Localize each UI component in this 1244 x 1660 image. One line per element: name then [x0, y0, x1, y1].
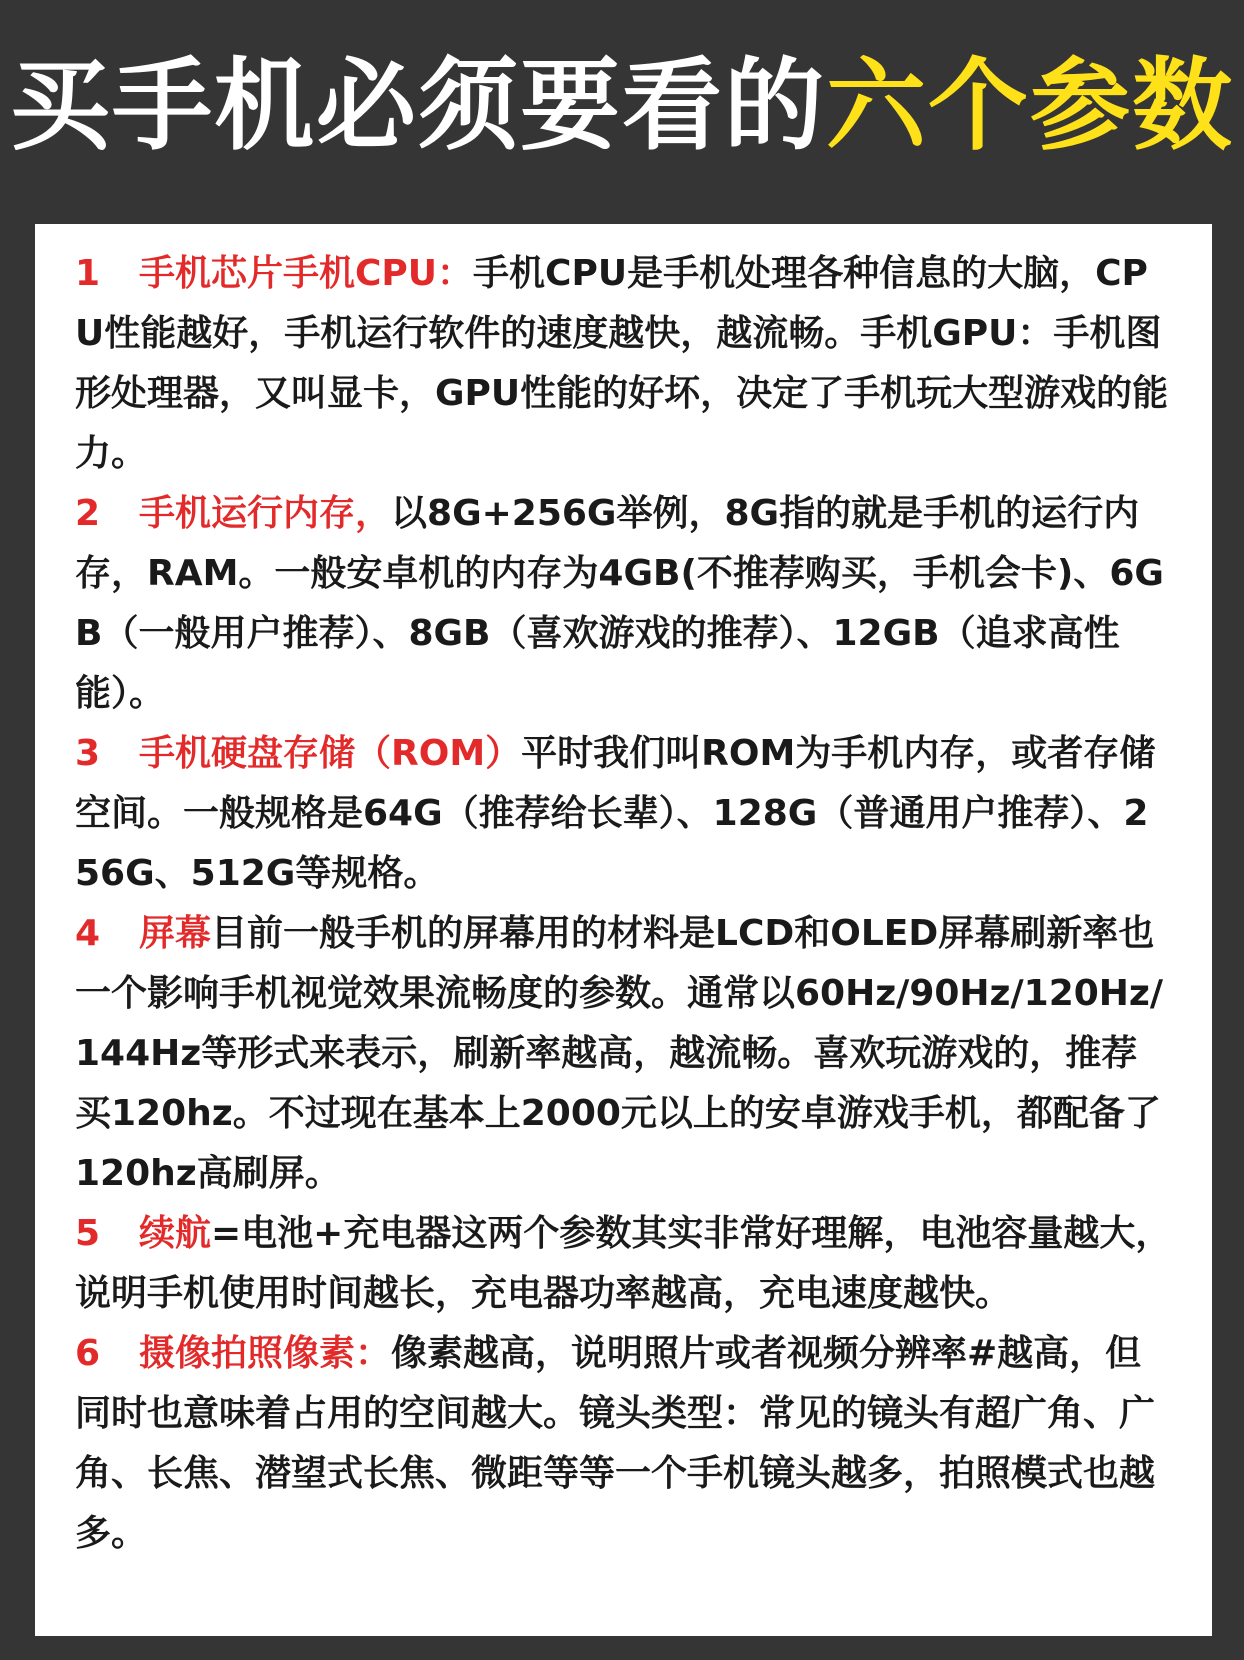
- section-heading: 手机芯片手机CPU：: [139, 253, 474, 294]
- section-body: =电池+充电器这两个参数其实非常好理解，电池容量越大，说明手机使用时间越长，充电器功率越高，充电速度越快。: [75, 1213, 1172, 1314]
- section-camera: [75, 1324, 1172, 1564]
- section-screen: [75, 904, 1172, 1204]
- section-ram: [75, 484, 1172, 724]
- section-heading: 续航: [139, 1213, 212, 1254]
- section-heading: 摄像拍照像素：: [139, 1333, 392, 1374]
- section-heading: 手机运行内存，: [139, 493, 392, 534]
- section-number: 4: [75, 913, 101, 954]
- section-cpu: [75, 244, 1172, 484]
- page-title-highlight: 六个参数: [826, 47, 1234, 164]
- section-number: 1: [75, 253, 101, 294]
- section-body: 像素越高，说明照片或者视频分辨率#越高，但同时也意味着占用的空间越大。镜头类型：常见的镜头有超广角、广角、长焦、潜望式长焦、微距等等一个手机镜头越多，拍照模式也越多。: [75, 1333, 1156, 1554]
- section-body: 以8G+256G举例，8G指的就是手机的运行内存，RAM。一般安卓机的内存为4GB(不推荐购买，手机会卡)、6GB（一般用户推荐）、8GB（喜欢游戏的推荐）、12GB（追求高性能）。: [75, 493, 1164, 714]
- section-number: 6: [75, 1333, 101, 1374]
- section-body: 目前一般手机的屏幕用的材料是LCD和OLED屏幕刷新率也一个影响手机视觉效果流畅度的参数。通常以60Hz/90Hz/120Hz/144Hz等形式来表示，刷新率越高，越流畅。喜欢玩游戏的，推荐买120hz。不过现在基本上2000元以上的安卓游戏手机，都配备了120hz高刷屏。: [75, 913, 1164, 1194]
- section-number: 5: [75, 1213, 101, 1254]
- section-number: 3: [75, 733, 101, 774]
- section-heading: 手机硬盘存储（ROM）: [139, 733, 522, 774]
- section-body: 手机CPU是手机处理各种信息的大脑，CPU性能越好，手机运行软件的速度越快，越流畅。手机GPU：手机图形处理器，又叫显卡，GPU性能的好坏，决定了手机玩大型游戏的能力。: [75, 253, 1169, 474]
- section-heading: 屏幕: [139, 913, 212, 954]
- content-card: [35, 224, 1212, 1636]
- section-battery: [75, 1204, 1172, 1324]
- page-title-white: 买手机必须要看的: [10, 47, 826, 164]
- section-body: 平时我们叫ROM为手机内存，或者存储空间。一般规格是64G（推荐给长辈）、128G（普通用户推荐）、256G、512G等规格。: [75, 733, 1156, 894]
- page-title: [0, 46, 1244, 166]
- section-rom: [75, 724, 1172, 904]
- section-number: 2: [75, 493, 101, 534]
